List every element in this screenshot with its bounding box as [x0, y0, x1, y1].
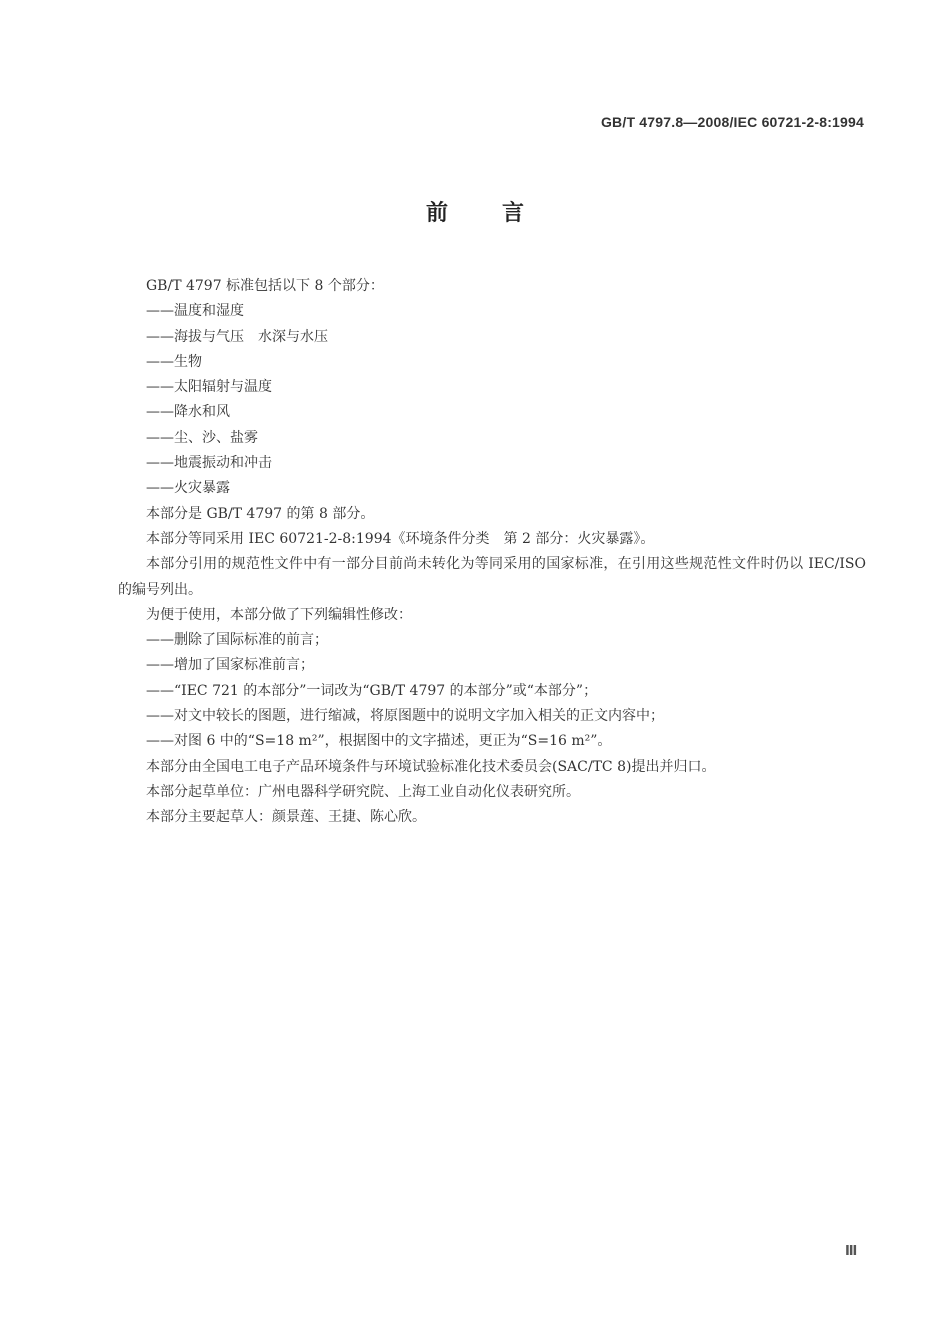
standard-code-header: GB/T 4797.8—2008/IEC 60721-2-8:1994 [600, 114, 864, 130]
list-item: ——对图 6 中的“S=18 m²”，根据图中的文字描述，更正为“S=16 m²”。 [146, 733, 612, 750]
parts-list [118, 299, 866, 501]
equivalent-adoption-paragraph: 本部分等同采用 IEC 60721-2-8:1994《环境条件分类 第 2 部分：火灾暴露》。 [146, 530, 655, 547]
edits-intro-paragraph: 为便于使用，本部分做了下列编辑性修改： [146, 606, 412, 623]
list-item: ——对文中较长的图题，进行缩减，将原图题中的说明文字加入相关的正文内容中； [146, 708, 664, 725]
edits-list [118, 628, 866, 754]
list-item: ——删除了国际标准的前言； [146, 632, 328, 649]
list-item: ——温度和湿度 [146, 303, 244, 320]
proposed-by-paragraph: 本部分由全国电工电子产品环境条件与环境试验标准化技术委员会(SAC/TC 8)提出并归口。 [146, 758, 716, 775]
list-item: ——海拔与气压 水深与水压 [146, 328, 328, 345]
list-item: ——增加了国家标准前言； [146, 657, 314, 674]
this-part-paragraph: 本部分是 GB/T 4797 的第 8 部分。 [146, 505, 375, 522]
list-item: ——降水和风 [146, 404, 230, 421]
list-item: ——太阳辐射与温度 [146, 379, 272, 396]
list-item: ——尘、沙、盐雾 [146, 429, 258, 446]
drafting-units-paragraph: 本部分起草单位：广州电器科学研究院、上海工业自动化仪表研究所。 [146, 783, 580, 800]
drafters-paragraph: 本部分主要起草人：颜景莲、王捷、陈心欣。 [146, 809, 426, 826]
document-body [118, 274, 866, 831]
list-item: ——火灾暴露 [146, 480, 230, 497]
normative-references-paragraph: 本部分引用的规范性文件中有一部分目前尚未转化为等同采用的国家标准，在引用这些规范性文件时仍以 IEC/ISO 的编号列出。 [118, 556, 866, 598]
list-item: ——地震振动和冲击 [146, 455, 272, 472]
page-number: Ⅲ [845, 1244, 858, 1259]
list-item: ——生物 [146, 353, 202, 370]
list-item: ——“IEC 721 的本部分”一词改为“GB/T 4797 的本部分”或“本部分”； [146, 682, 598, 699]
page-title: 前言 [425, 201, 578, 226]
intro-paragraph: GB/T 4797 标准包括以下 8 个部分： [146, 278, 384, 294]
